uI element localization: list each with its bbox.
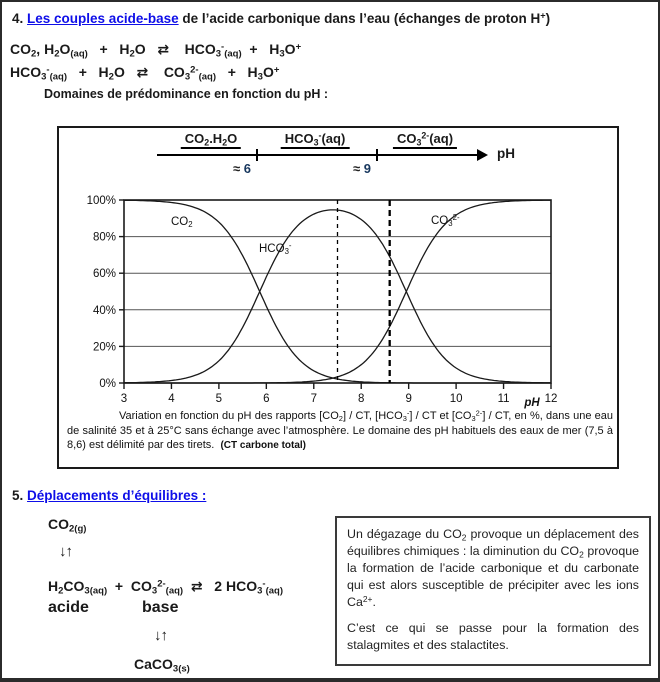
svg-text:6: 6 <box>263 393 270 405</box>
equation-1: $CO_2$, $H_2O_{(aq)} + H_2O$ ⇄ $HCO_3^-_{(aq)} + H_3O^+$ <box>10 41 302 60</box>
speciation-chart <box>59 186 617 414</box>
domain-label-co2h2o: $CO_2.H_2O$ <box>181 131 241 149</box>
svg-text:80%: 80% <box>92 231 116 244</box>
curve-label-co2: $CO_2$ <box>171 216 193 230</box>
ph-axis-label: pH <box>497 146 515 161</box>
svg-text:60%: 60% <box>92 268 116 281</box>
equation-block <box>10 38 301 84</box>
svg-text:3: 3 <box>120 393 128 405</box>
boundary-ph6 <box>233 161 251 176</box>
svg-text:4: 4 <box>168 393 175 405</box>
ph-axis-arrowhead-icon <box>477 149 488 161</box>
boundary-ph9 <box>353 161 371 176</box>
section4-title-rest: de l’acide carbonique dans l’eau (échanges de proton H+) <box>178 10 551 26</box>
section4-number: 4. <box>12 11 24 26</box>
base-label: base <box>142 599 179 616</box>
approx-symbol: ≈ <box>233 161 241 176</box>
boundary-value-6: 6 <box>243 161 251 176</box>
ph-axis-tick-6 <box>256 149 258 161</box>
curve-label-hco3: $HCO_3^-$ <box>259 241 292 257</box>
section4-heading <box>12 11 550 26</box>
updown-arrows-icon: ↓↑ <box>59 543 72 560</box>
svg-text:pH: pH <box>524 397 540 409</box>
boundary-value-9: 9 <box>363 161 371 176</box>
figure-caption: Variation en fonction du pH des rapports $[CO_2]$ / CT, $[HCO_3^-]$ / CT et $[CO_3^{2-}]$ / CT, en %, dans une eau de salinité 35 et à 25°C sans échange avec l’atmosphère. Le domaine des pH habituels des eaux de mer (7,5 à 8,6) est délimité par des tirets. (CT carbone total) <box>67 408 614 451</box>
svg-text:100%: 100% <box>86 195 116 207</box>
equation-2: $HCO_3^-_{(aq)} + H_2O$ ⇄ $CO_3^{2-}_{(aq)} + H_3O^+$ <box>10 64 280 83</box>
section5-heading <box>12 488 206 503</box>
note-paragraph-2: C’est ce qui se passe pour la formation des stalagmites et des stalactites. <box>347 621 639 652</box>
predominance-subheading: Domaines de prédominance en fonction du pH : <box>44 87 329 101</box>
domain-label-co3: $CO_3^{2-}(aq)$ <box>393 131 457 149</box>
co2-gas-formula: $CO_{2(g)}$ <box>48 516 87 535</box>
approx-symbol: ≈ <box>353 161 361 176</box>
acid-label: acide <box>48 599 89 616</box>
svg-text:9: 9 <box>405 393 412 405</box>
svg-text:7: 7 <box>310 393 317 405</box>
svg-text:40%: 40% <box>92 304 116 317</box>
svg-text:12: 12 <box>544 393 558 405</box>
svg-text:0%: 0% <box>99 378 116 390</box>
svg-text:10: 10 <box>449 393 463 405</box>
svg-text:5: 5 <box>215 393 223 405</box>
equilibrium-equation: $H_2CO_{3(aq)} + CO_3^{2-}_{(aq)}$ ⇄ 2 $HCO_3^-_{(aq)}$ <box>48 578 284 597</box>
figure-box <box>57 126 619 469</box>
domain-label-hco3: $HCO_3^-(aq)$ <box>281 131 350 149</box>
ph-axis-tick-9 <box>376 149 378 161</box>
note-box <box>335 516 651 666</box>
svg-text:20%: 20% <box>92 341 116 354</box>
note-paragraph-1: Un dégazage du $CO_2$ provoque un déplacement des équilibres chimiques : la diminution du $CO_2$ provoque la formation de l’acide carbonique et du carbonate qui est alors susceptible de précipiter avec les ions $Ca^{2+}$. <box>347 527 639 609</box>
caco3-formula: CaCO$_{3(s)}$ <box>134 656 190 675</box>
ph-axis-line <box>157 154 479 156</box>
section4-title-link[interactable]: Les couples acide-base <box>27 11 179 26</box>
curve-label-co3: $CO_3^{2-}$ <box>431 213 460 229</box>
section5-title-link[interactable]: Déplacements d’équilibres : <box>27 488 207 503</box>
section5-number: 5. <box>12 488 24 503</box>
svg-text:8: 8 <box>358 393 365 405</box>
svg-text:11: 11 <box>497 393 510 405</box>
updown-arrows-icon: ↓↑ <box>154 627 167 644</box>
